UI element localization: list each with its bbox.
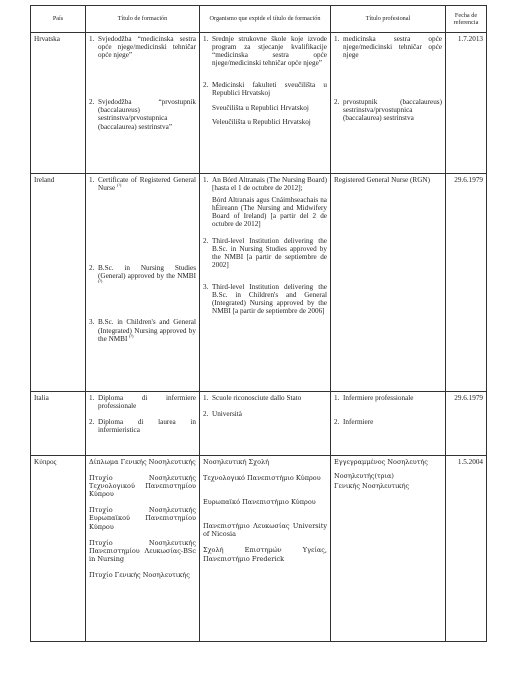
professional-title-cell [331,174,446,392]
list-item: 1. medicinska sestra opće njege/medicinski tehničar opće njege [334,35,442,60]
list-item: Γενικής Νοσηλευτικής [334,482,410,491]
list-item: 1. Diploma di infermiere professionale [89,394,196,411]
list-item: 1. An Bórd Altranais (The Nursing Board) [hasta el 1 de octubre de 2012]; [203,176,327,193]
list-item: Registered General Nurse (RGN) [334,176,430,184]
table-row [31,33,487,174]
professional-title-cell [331,392,446,456]
footnote-ref: (¹) [116,182,122,188]
body-cell [200,456,331,642]
header-professional-title: Título profesional [331,6,446,33]
body-cell [200,392,331,456]
table-row [31,392,487,456]
reference-date-cell: 1.5.2004 [446,456,487,642]
footnote-ref: (²) [98,278,103,284]
list-item: 1. Srednje strukovne škole koje izvode program za stjecanje kvalifikacije “medicinska sestra opće njege/medicinski tehničar opće njege” [203,35,327,68]
body-cell [200,174,331,392]
list-item: Πτυχίο Νοσηλευτικής Τεχνολογικού Πανεπιστημίου Κύπρου [89,474,196,499]
list-item: 2. B.Sc. in Nursing Studies (General) approved by the NMBI $^{(^2)}$ [89,264,196,284]
professional-title-cell [331,456,446,642]
list-item: Veleučilišta u Republici Hrvatskoj [212,117,311,126]
list-item: 2. prvostupnik (baccalaureus) sestrinstva/prvostupnica (baccalaurea) sestrinstva [334,98,442,123]
list-item: 2. Third-level Institution delivering the B.Sc. in Nursing Studies approved by the NMBI [a partir de septiembre de 2002] [203,236,327,269]
qualifications-table [30,5,487,642]
header-body: Organismo que expide el título de formación [200,6,331,33]
country-cell: Ireland [31,174,86,392]
list-item: Sveučilišta u Republici Hrvatskoj [212,103,309,112]
list-item: Πτυχίο Γενικής Νοσηλευτικής [89,570,190,579]
list-item: Πτυχίο Νοσηλευτικής Ευρωπαϊκού Πανεπιστημίου Κύπρου [89,506,196,531]
list-item: Εγγεγραμμένος Νοσηλευτής [334,458,428,466]
list-item: 3. Third-level Institution delivering the B.Sc. in Children's and General (Integrated) Nursing approved by the NMBI [a partir de septiembre de 2006] [203,282,327,316]
reference-date-cell: 1.7.2013 [446,33,487,174]
list-item: Πανεπιστήμιο Λευκωσίας University of Nicosia [203,522,327,539]
list-item: Bórd Altranais agus Cnáimhseachais na hÉireann (The Nursing and Midwifery Board of Ireland) [a partir del 2 de octubre de 2012] [212,196,327,229]
list-item: 3. B.Sc. in Children's and General (Integrated) Nursing approved by the NMBI $^{(^3)}$ [89,318,196,343]
list-item: Νοσηλευτική Σχολή [203,458,269,466]
list-item: 1. Infermiere professionale [334,394,414,402]
country-cell: Κύπρος [31,456,86,642]
reference-date-cell: 29.6.1979 [446,392,487,456]
title-cell [86,392,200,456]
title-cell [86,456,200,642]
professional-title-cell [331,33,446,174]
list-item: 2. Medicinski fakulteti sveučilišta u Republici Hrvatskoj [203,81,327,98]
list-item: 2. Diploma di laurea in infermieristica [89,418,196,435]
header-reference-date: Fecha de referencia [446,6,487,33]
list-item: 2. Svjedodžba “prvostupnik (baccalaureus) sestrinstva/prvostupnica (baccalaurea) sestrinstva” [89,98,196,131]
table-row [31,456,487,642]
reference-date-cell: 29.6.1979 [446,174,487,392]
list-item: Σχολή Επιστημών Υγείας, Πανεπιστήμιο Frederick [203,546,327,563]
list-item: 1. Scuole riconosciute dallo Stato [203,394,302,402]
footnote-ref: (³) [129,333,134,339]
list-item: 2. Infermiere [334,418,374,427]
header-title: Título de formación [86,6,200,33]
list-item: Πτυχίο Νοσηλευτικής Πανεπιστημίου Λευκωσίας-BSc in Nursing [89,538,196,563]
table-row [31,174,487,392]
list-item: Νοσηλευτής(τρια) [334,472,394,481]
country-cell: Hrvatska [31,33,86,174]
list-item: 1. Svjedodžba “medicinska sestra opće njege/medicinski tehničar opće njege” [89,35,196,60]
title-cell [86,33,200,174]
list-item: Τεχνολογικό Πανεπιστήμιο Κύπρου [203,474,321,483]
header-country: País [31,6,86,33]
header-row [31,6,487,33]
list-item: Ευρωπαϊκό Πανεπιστήμιο Κύπρου [203,498,316,507]
list-item: 1. Certificate of Registered General Nurse $^{(^1)}$ [89,176,196,193]
list-item: Δίπλωμα Γενικής Νοσηλευτικής [89,458,196,466]
list-item: 2. Università [203,410,242,419]
title-cell [86,174,200,392]
body-cell [200,33,331,174]
country-cell: Italia [31,392,86,456]
